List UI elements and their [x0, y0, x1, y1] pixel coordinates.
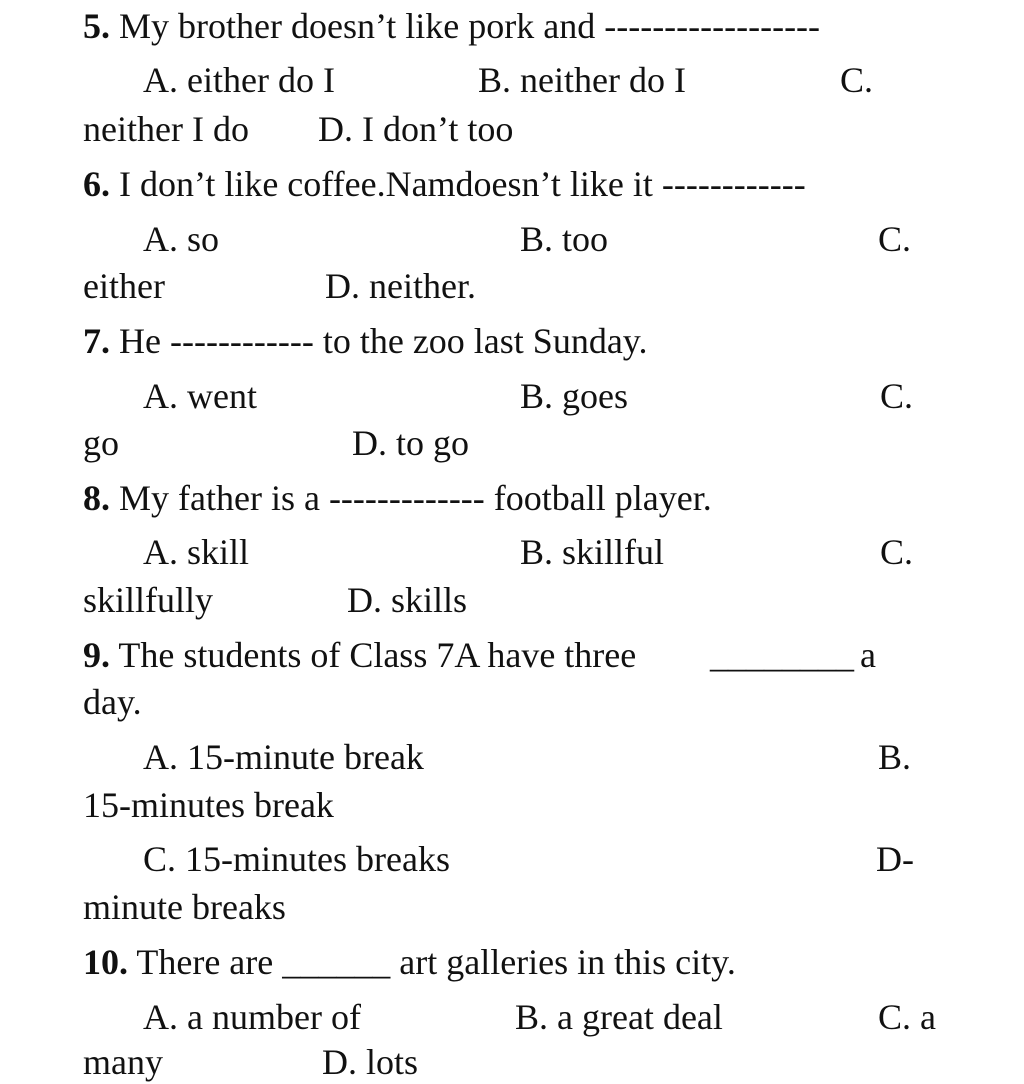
option-d: D. skills: [347, 580, 468, 620]
question-number: 9.: [83, 635, 110, 675]
question-text-start: There are: [136, 942, 274, 982]
question-number: 7.: [83, 321, 110, 361]
option-c: C. 15-minutes breaks: [143, 839, 450, 879]
option-a: A. either do I: [143, 60, 335, 100]
option-c-continued: neither I do: [83, 109, 249, 149]
option-b: B. skillful: [520, 532, 665, 572]
option-c-continued: many: [83, 1042, 163, 1082]
question-10-stem: [83, 940, 736, 984]
question-5-stem: [83, 4, 820, 48]
option-c: C.: [878, 219, 912, 259]
question-number: 6.: [83, 164, 110, 204]
option-d: D. I don’t too: [318, 109, 514, 149]
question-text-start: The students of Class 7A have three: [118, 635, 637, 675]
option-b: B.: [878, 737, 912, 777]
answer-blank: ______: [282, 942, 391, 982]
answer-blank: ------------: [169, 321, 314, 361]
option-a: A. skill: [143, 532, 250, 572]
question-number: 5.: [83, 6, 110, 46]
option-d: D-: [876, 839, 914, 879]
question-9-stem: [83, 633, 636, 677]
option-a: A. 15-minute break: [143, 737, 424, 777]
question-text-end: football player.: [493, 478, 712, 518]
option-d-continued: minute breaks: [83, 887, 286, 927]
option-c-continued: skillfully: [83, 580, 214, 620]
question-text-end: art galleries in this city.: [399, 942, 736, 982]
option-d: D. lots: [322, 1042, 419, 1082]
question-text-continued: day.: [83, 682, 142, 722]
option-b: B. too: [520, 219, 609, 259]
question-text: My brother doesn’t like pork and ------------------: [119, 6, 821, 46]
question-number: 8.: [83, 478, 110, 518]
option-b-continued: 15-minutes break: [83, 785, 334, 825]
option-b: B. a great deal: [515, 997, 723, 1037]
question-number: 10.: [83, 942, 128, 982]
option-c-continued: either: [83, 266, 165, 306]
option-d: D. to go: [352, 423, 469, 463]
question-text: I don’t like coffee.Namdoesn’t like it ------------: [119, 164, 806, 204]
answer-blank: -------------: [328, 478, 485, 518]
question-text-start: He: [119, 321, 161, 361]
option-c: C.: [880, 376, 914, 416]
question-7-stem: [83, 319, 647, 363]
option-c: C.: [880, 532, 914, 572]
question-text-end: to the zoo last Sunday.: [322, 321, 648, 361]
option-c-continued: go: [83, 423, 119, 463]
option-c: C.: [840, 60, 874, 100]
question-6-stem: [83, 162, 806, 206]
option-a: A. so: [143, 219, 220, 259]
option-b: B. neither do I: [478, 60, 686, 100]
option-c: C. a: [878, 997, 936, 1037]
option-a: A. a number of: [143, 997, 361, 1037]
answer-blank: ________: [710, 635, 854, 675]
question-text-start: My father is a: [119, 478, 320, 518]
option-a: A. went: [143, 376, 257, 416]
question-text-end: a: [860, 635, 876, 675]
question-8-stem: [83, 476, 712, 520]
option-b: B. goes: [520, 376, 628, 416]
option-d: D. neither.: [325, 266, 476, 306]
